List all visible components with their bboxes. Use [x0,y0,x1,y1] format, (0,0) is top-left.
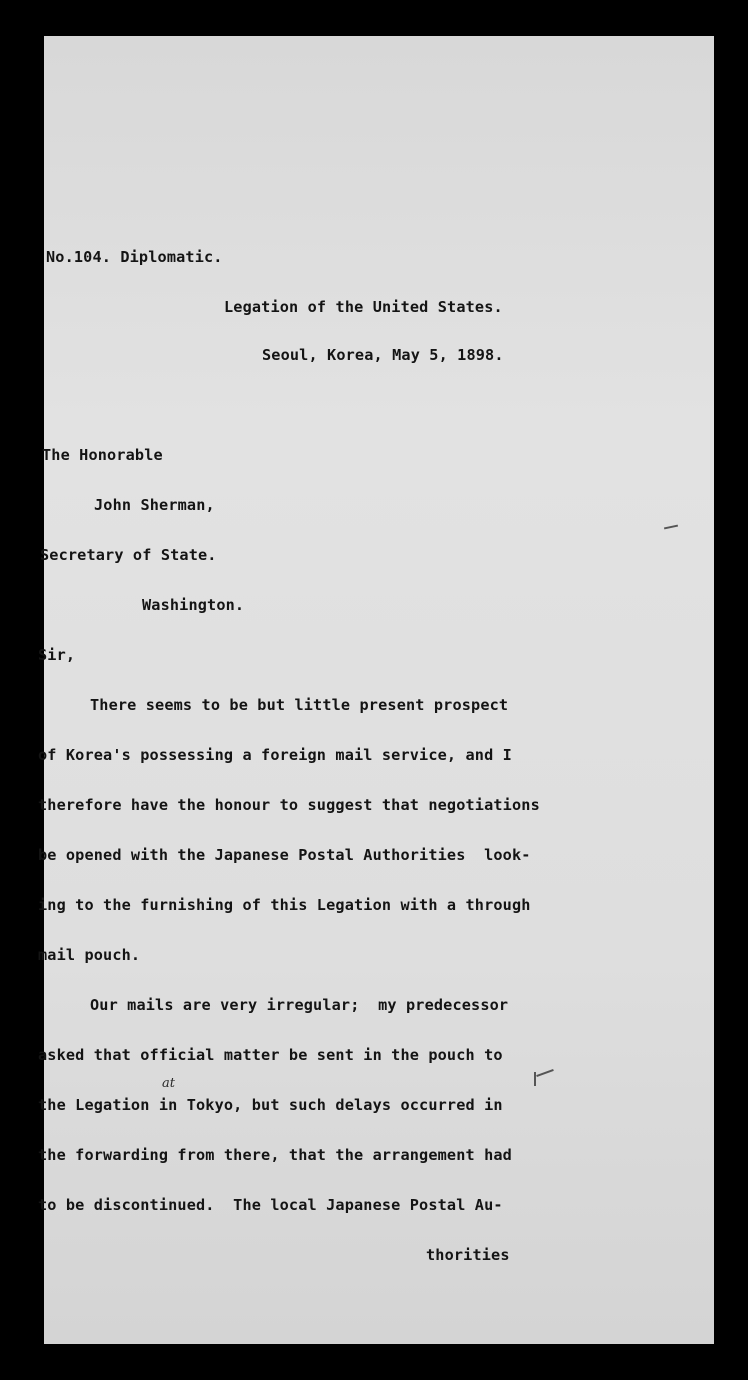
addressee-line-4: Washington. [142,596,245,614]
body-line: asked that official matter be sent in the pouch to [38,1046,503,1064]
scan-mark [534,1072,536,1086]
body-line: be opened with the Japanese Postal Authorities look- [38,846,531,864]
legation-heading: Legation of the United States. [224,298,503,316]
document-page [38,36,714,1344]
body-line: mail pouch. [38,946,141,964]
catchword: thorities [426,1246,510,1264]
handwritten-annotation: at [162,1076,175,1091]
body-line: the forwarding from there, that the arrangement had [38,1146,512,1164]
dispatch-number: No.104. Diplomatic. [46,248,223,266]
body-line: therefore have the honour to suggest that negotiations [38,796,540,814]
body-line: ing to the furnishing of this Legation with a through [38,896,531,914]
place-and-date: Seoul, Korea, May 5, 1898. [262,346,504,364]
scan-mark [536,1069,554,1077]
body-line: the Legation in Tokyo, but such delays occurred in [38,1096,503,1114]
body-line: of Korea's possessing a foreign mail service, and I [38,746,512,764]
body-line: There seems to be but little present prospect [90,696,509,714]
addressee-line-3: Secretary of State. [40,546,217,564]
body-line: to be discontinued. The local Japanese Postal Au- [38,1196,503,1214]
addressee-line-1: The Honorable [42,446,163,464]
scan-mark [664,525,678,530]
body-line: Our mails are very irregular; my predecessor [90,996,509,1014]
addressee-line-2: John Sherman, [94,496,215,514]
salutation: Sir, [38,646,76,664]
